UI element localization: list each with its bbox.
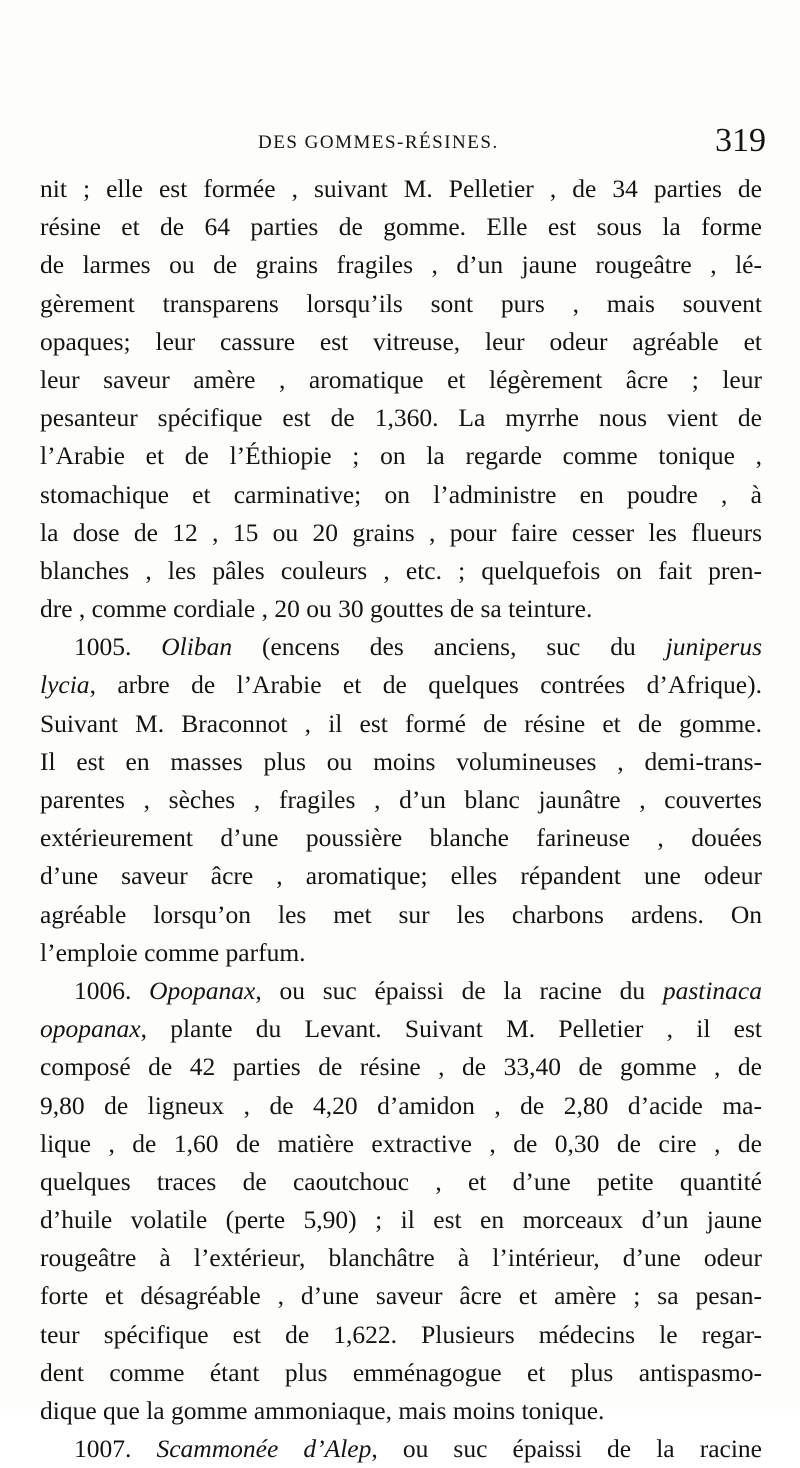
page-header [40, 122, 768, 168]
text-line: d’huile volatile (perte 5,90) ; il est en morceaux d’un jaune [40, 1205, 762, 1235]
text-line: résine et de 64 parties de gomme. Elle est sous la forme [40, 212, 762, 242]
text-line: leur saveur amère , aromatique et légèrement âcre ; leur [40, 364, 762, 394]
latin-name: opopanax [40, 1014, 141, 1044]
text-line: rougeâtre à l’extérieur, blanchâtre à l’intérieur, d’une odeur [40, 1243, 762, 1273]
text-line: lycia, arbre de l’Arabie et de quelques contrées d’Afrique). [40, 670, 762, 700]
text-line: dent comme étant plus emménagogue et plus antispasmo- [40, 1357, 762, 1387]
latin-name: juniperus [665, 632, 762, 662]
text-line: opopanax, plante du Levant. Suivant M. Pelletier , il est [40, 1014, 762, 1044]
latin-name: lycia [40, 670, 90, 700]
entry-term: Opopanax [149, 975, 256, 1005]
text-line: la dose de 12 , 15 ou 20 grains , pour faire cesser les flueurs [40, 517, 762, 547]
text-line: stomachique et carminative; on l’administre en poudre , à [40, 479, 762, 509]
text-line: agréable lorsqu’on les met sur les charbons ardens. On [40, 899, 762, 929]
text-line: extérieurement d’une poussière blanche farineuse , douées [40, 823, 762, 853]
text-line: gèrement transparens lorsqu’ils sont purs , mais souvent [40, 288, 762, 318]
text-line: dre , comme cordiale , 20 ou 30 gouttes de sa teinture. [40, 594, 593, 624]
text-line: quelques traces de caoutchouc , et d’une petite quantité [40, 1166, 762, 1196]
entry-term: Scammonée d’Alep [156, 1434, 372, 1464]
latin-name: pastinaca [662, 975, 762, 1005]
text-line: lique , de 1,60 de matière extractive , de 0,30 de cire , de [40, 1128, 762, 1158]
text-line: forte et désagréable , d’une saveur âcre et amère ; sa pesan- [40, 1281, 762, 1311]
text-line: 9,80 de ligneux , de 4,20 d’amidon , de 2,80 d’acide ma- [40, 1090, 762, 1120]
text-line: d’une saveur âcre , aromatique; elles répandent une odeur [40, 861, 762, 891]
text-line: pesanteur spécifique est de 1,360. La myrrhe nous vient de [40, 403, 762, 433]
entry-number: 1005. [74, 632, 162, 662]
text-line: l’Arabie et de l’Éthiopie ; on la regarde comme tonique , [40, 441, 762, 471]
text-line: Il est en masses plus ou moins volumineuses , demi-trans- [40, 746, 762, 776]
text-line: dique que la gomme ammoniaque, mais moins tonique. [40, 1396, 605, 1425]
entry-number: 1006. [74, 975, 150, 1005]
text-line: nit ; elle est formée , suivant M. Pelletier , de 34 parties de [40, 174, 762, 203]
text-line: parentes , sèches , fragiles , d’un blanc jaunâtre , couvertes [40, 785, 762, 814]
text-line: l’emploie comme parfum. [40, 937, 306, 967]
text-line: composé de 42 parties de résine , de 33,40 de gomme , de [40, 1052, 762, 1082]
entry-heading-line: 1007. Scammonée d’Alep, ou suc épaissi de la racine [74, 1434, 762, 1464]
entry-term: Oliban [161, 632, 233, 662]
running-head: DES GOMMES-RÉSINES. [258, 132, 499, 153]
entry-heading-line: 1005. Oliban (encens des anciens, suc du juniperus [74, 632, 762, 662]
body-text [40, 170, 762, 1468]
entry-heading-line: 1006. Opopanax, ou suc épaissi de la racine du pastinaca [74, 975, 762, 1005]
text-line: opaques; leur cassure est vitreuse, leur odeur agréable et [40, 326, 762, 356]
text-line: blanches , les pâles couleurs , etc. ; quelquefois on fait pren- [40, 555, 762, 585]
page-number: 319 [715, 122, 766, 159]
text-line: Suivant M. Braconnot , il est formé de résine et de gomme. [40, 708, 762, 738]
text-line: de larmes ou de grains fragiles , d’un jaune rougeâtre , lé- [40, 250, 762, 280]
entry-number: 1007. [74, 1434, 157, 1464]
text-line: teur spécifique est de 1,622. Plusieurs médecins le regar- [40, 1319, 762, 1349]
